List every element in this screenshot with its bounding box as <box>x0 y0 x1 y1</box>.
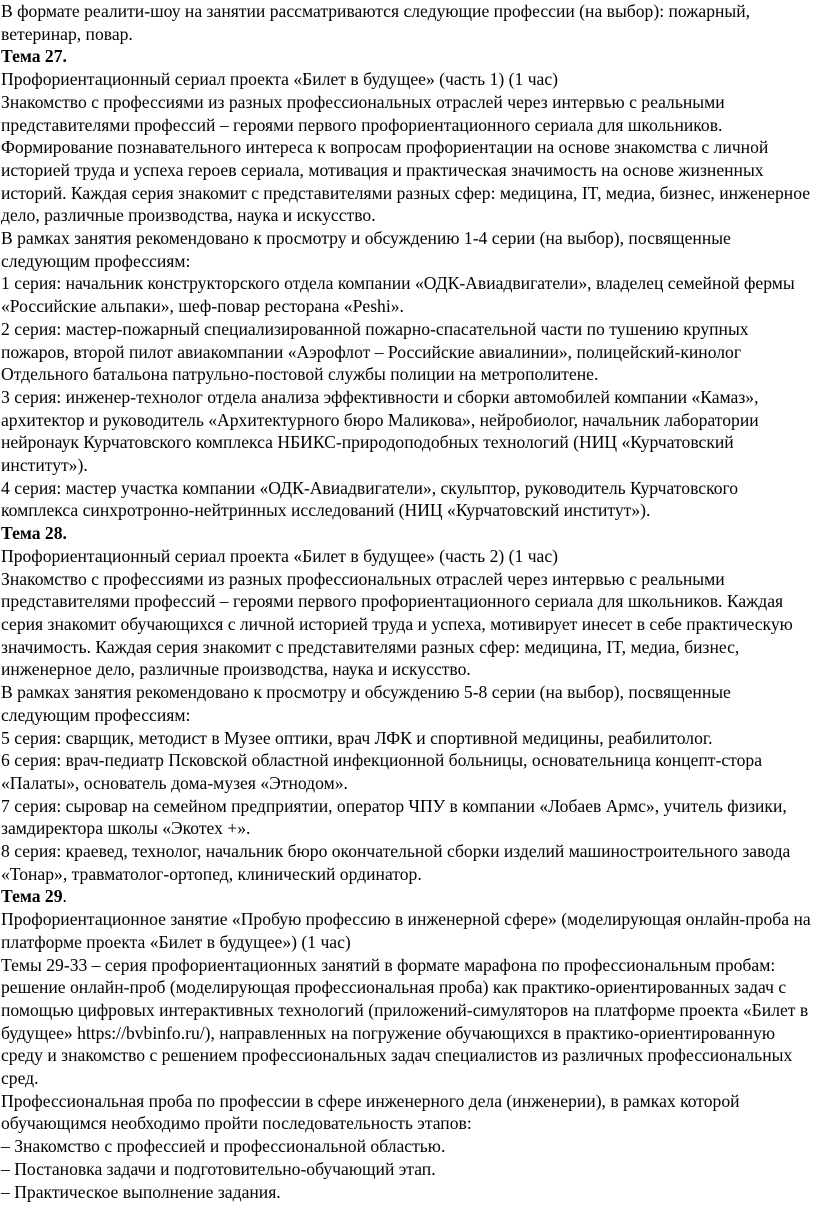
topic-27-episode-1: 1 серия: начальник конструкторского отдела компании «ОДК-Авиадвигатели», владелец семейной фермы «Российские альпаки», шеф-повар ресторана «Peshi». <box>1 273 795 317</box>
topic-27-episode-2: 2 серия: мастер-пожарный специализированной пожарно-спасательной части по тушению крупных пожаров, второй пилот авиакомпании «Аэрофлот – Российские авиалинии», полицейский-кинолог Отдельного батальона патрульно-постовой службы полиции на метрополитене. <box>1 318 749 385</box>
topic-29-heading-line <box>1 885 816 908</box>
topic-29-title: Профориентационное занятие «Пробую профессию в инженерной сфере» (моделирующая онлайн-проба на платформе проекта «Билет в будущее») (1 час) <box>1 909 811 952</box>
topic-27-episode-3: 3 серия: инженер-технолог отдела анализа эффективности и сборки автомобилей компании «Камаз», архитектор и руководитель «Архитектурного бюро Маликова», нейробиолог, начальник лаборатории нейронаук Курчатовского комплекса НБИКС-природоподобных технологий (НИЦ «Курчатовский институт»). <box>1 386 759 476</box>
topic-27-recommendation: В рамках занятия рекомендовано к просмотру и обсуждению 1-4 серии (на выбор), посвященные следующим профессиям: <box>1 228 731 271</box>
topic-28-description: Знакомство с профессиями из разных профессиональных отраслей через интервью с реальными представителями профессий – героями первого профориентационного сериала для школьников. Каждая серия знакомит обучающихся с личной историей труда и успеха, мотивирует инесет в себе практическую значимость. Каждая серия знакомит с представителями разных сфер: медицина, IT, медиа, бизнес, инженерное дело, различные производства, наука и искусство. <box>1 568 793 680</box>
topic-29-stage-2: – Постановка задачи и подготовительно-обучающий этап. <box>1 1158 436 1179</box>
topic-29-heading: Тема 29 <box>1 886 63 907</box>
topic-27-description: Знакомство с профессиями из разных профессиональных отраслей через интервью с реальными представителями профессий – героями первого профориентационного сериала для школьников. Формирование познавательного интереса к вопросам профориентации на основе знакомства с личной историей труда и успеха героев сериала, мотивация и практическая значимость на основе жизненных историй. Каждая серия знакомит с представителями разных сфер: медицина, IT, медиа, бизнес, инженерное дело, различные производства, наука и искусство. <box>1 91 811 226</box>
topic-28-episode-8: 8 серия: краевед, технолог, начальник бюро окончательной сборки изделий машиностроительного завода «Тонар», травматолог-ортопед, клинический ординатор. <box>1 841 791 884</box>
topic-28-heading: Тема 28. <box>1 523 67 544</box>
topic-29-stage-1: – Знакомство с профессией и профессиональной областью. <box>1 1136 446 1157</box>
intro-paragraph: В формате реалити-шоу на занятии рассматриваются следующие профессии (на выбор): пожарный, ветеринар, повар. <box>1 1 751 44</box>
topic-27-episode-4: 4 серия: мастер участка компании «ОДК-Авиадвигатели», скульптор, руководитель Курчатовского комплекса синхротронно-нейтринных исследований (НИЦ «Курчатовский институт»). <box>1 477 739 521</box>
topic-29-stage-3: – Практическое выполнение задания. <box>1 1181 281 1202</box>
topic-28-recommendation: В рамках занятия рекомендовано к просмотру и обсуждению 5-8 серии (на выбор), посвященные следующим профессиям: <box>1 682 731 725</box>
topic-29-heading-suffix: . <box>62 886 67 907</box>
topic-28-episode-6: 6 серия: врач-педиатр Псковской областной инфекционной больницы, основательница концепт-стора «Палаты», основатель дома-музея «Этнодом». <box>1 750 763 793</box>
topic-28-title: Профориентационный сериал проекта «Билет в будущее» (часть 2) (1 час) <box>1 545 559 566</box>
topic-29-description: Темы 29-33 – серия профориентационных занятий в формате марафона по профессиональным пробам: решение онлайн-проб (моделирующая профессиональная проба) как практико-ориентированных задач с помощью цифровых интерактивных технологий (приложений-симуляторов на платформе проекта «Билет в будущее» https://bvbinfo.ru/), направленных на погружение обучающихся в практико-ориентированную среду и знакомство с решением профессиональных задач специалистов из различных профессиональных сред. <box>1 954 809 1089</box>
topic-27-heading: Тема 27. <box>1 46 67 67</box>
topic-28-episode-7: 7 серия: сыровар на семейном предприятии, оператор ЧПУ в компании «Лобаев Армс», учитель физики, замдиректора школы «Экотех +». <box>1 795 787 839</box>
topic-29-stages-intro: Профессиональная проба по профессии в сфере инженерного дела (инженерии), в рамках которой обучающимся необходимо пройти последовательность этапов: <box>1 1090 740 1134</box>
topic-27-title: Профориентационный сериал проекта «Билет в будущее» (часть 1) (1 час) <box>1 69 559 90</box>
topic-28-episode-5: 5 серия: сварщик, методист в Музее оптики, врач ЛФК и спортивной медицины, реабилитолог. <box>1 727 713 748</box>
